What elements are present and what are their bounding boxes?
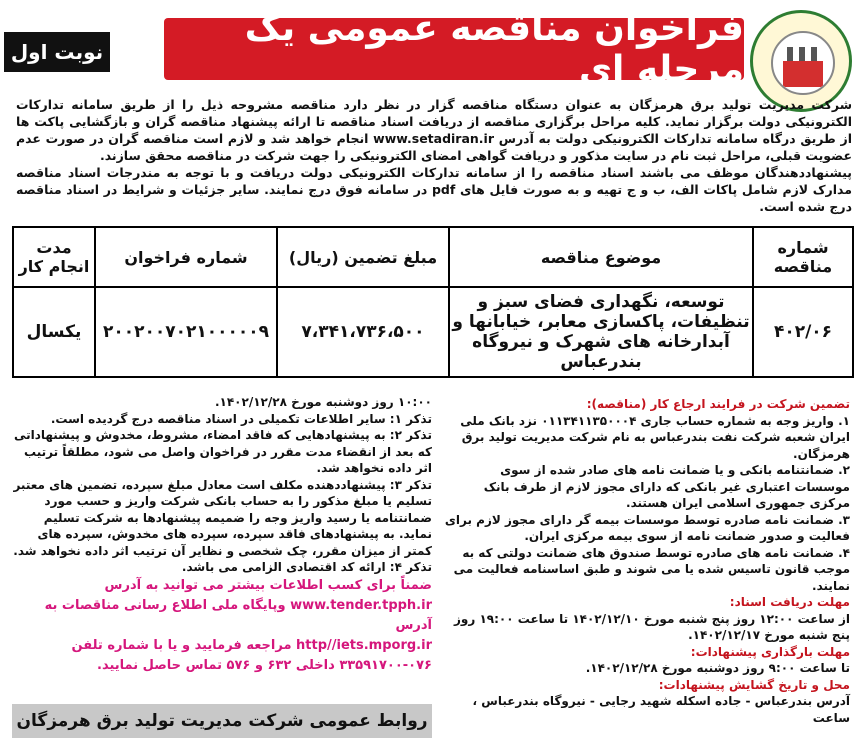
cell-duration: یکسال [13,287,95,377]
cell-guarantee-amount: ۷،۳۴۱،۷۳۶،۵۰۰ [277,287,449,377]
cell-call-number: ۲۰۰۲۰۰۷۰۲۱۰۰۰۰۰۹ [95,287,277,377]
header [4,4,862,90]
contact-phone: ۳۳۵۹۱۷۰۰-۰۷۶ داخلی ۶۳۲ و ۵۷۶ تماس حاصل نمایید. [97,657,432,673]
header-call-number: شماره فراخوان [95,227,277,287]
contact-line: ضمناً برای کسب اطلاعات بیشتر می توانید به آدرس [104,577,432,593]
cell-tender-number: ۴۰۲/۰۶ [753,287,853,377]
note-item: تذکر ۳: پیشنهاددهنده مکلف است معادل مبلغ سپرده، تضمین های معتبر تسلیم یا مبلغ مذکور را به حساب بانکی شرکت واریز و حسب مورد ضمانتنامه یا رسید واریز وجه را ضمیمه پیشنهادها به شرکت تسلیم نماید. به پیشنهادهای فاقد سپرده، سپرده های مخدوش، سپرده های کمتر از میزان مقرر، چک شخصی و نظایر آن ترتیب اثر داده نخواهد شد. [13,477,432,558]
notice-title: فراخوان مناقصه عمومی یک مرحله ای [164,18,744,80]
tender-notice [4,4,862,743]
receipt-deadline-title: مهلت دریافت اسناد: [729,595,850,609]
upload-deadline-text: تا ساعت ۹:۰۰ روز دوشنبه مورخ ۱۴۰۲/۱۲/۲۸. [585,661,850,675]
footer-publisher: روابط عمومی شرکت مدیریت تولید برق هرمزگان [12,704,432,738]
note-item: تذکر ۲: به پیشنهادهایی که فاقد امضاء، مشروط، مخدوش و پیشنهاداتی که بعد از انقضاء مدت مقرر در فراخوان واصل می شود، مطلقاً ترتیب اثر داده نخواهد شد. [13,428,432,475]
guarantee-item: ۴. ضمانت نامه های صادره توسط صندوق های ضمانت دولتی که به موجب قانون تاسیس شده یا می شوند و طبق اساسنامه فعالیت می نمایند. [453,545,850,593]
opening-time: ۱۰:۰۰ روز دوشنبه مورخ ۱۴۰۲/۱۲/۲۸. [214,395,432,409]
header-duration: مدت انجام کار [13,227,95,287]
note-item: تذکر ۱: سایر اطلاعات تکمیلی در اسناد مناقصه درج گردیده است. [50,411,432,426]
receipt-deadline-text: از ساعت ۱۲:۰۰ روز پنج شنبه مورخ ۱۴۰۲/۱۲/۱۰ تا ساعت ۱۹:۰۰ روز پنج شنبه مورخ ۱۴۰۲/۱۲/۱۷. [454,611,850,642]
table-header-row [13,227,853,287]
intro-text [16,96,852,215]
contact-link-tender[interactable]: www.tender.tpph.ir وپایگاه ملی اطلاع رسانی مناقصات به آدرس [44,597,432,633]
note-item: تذکر ۴: ارائه کد اقتصادی الزامی می باشد. [181,560,432,574]
round-badge: نوبت اول [4,32,110,72]
power-plant-icon [771,31,835,95]
guarantee-item: ۱. واریز وجه به شماره حساب جاری ۰۱۱۳۴۱۱۳۵۰۰۰۴ نزد بانک ملی ایران شعبه شرکت نفت بندرعباس به نام شرکت مدیریت تولید برق هرمزگان. [460,413,850,461]
guarantee-item: ۳. ضمانت نامه صادره توسط موسسات بیمه گر دارای مجوز لازم برای فعالیت و صدور ضمانت نامه از سوی بیمه مرکزی ایران. [444,512,850,543]
header-guarantee-amount: مبلغ تضمین (ریال) [277,227,449,287]
tender-table [12,226,854,378]
table-row [13,287,853,377]
guarantee-item: ۲. ضمانتنامه بانکی و یا ضمانت نامه های صادر شده از سوی موسسات اعتباری غیر بانکی که دارای مجوز لازم از طرف بانک مرکزی جمهوری اسلامی ایران هستند. [483,463,850,510]
header-subject: موضوع مناقصه [449,227,753,287]
conditions-column [442,396,850,726]
header-tender-number: شماره مناقصه [753,227,853,287]
opening-title: محل و تاریخ گشایش پیشنهادات: [658,677,850,692]
cell-subject: توسعه، نگهداری فضای سبز و تنظیفات، پاکسازی معابر، خیابانها و آبدارخانه های شهرک و نیروگاه بندرعباس [449,287,753,377]
upload-deadline-title: مهلت بارگذاری پیشنهادات: [690,644,850,659]
opening-text: آدرس بندرعباس - جاده اسکله شهید رجایی - نیروگاه بندرعباس ، ساعت [472,694,850,725]
intro-paragraph: پیشنهاددهندگان موظف می باشند اسناد مناقصه را از سامانه تدارکات الکترونیکی دولت دریافت و با توجه به مندرجات اسناد مناقصه مدارک لازم شامل پاکات الف، ب و ج تهیه و به صورت فایل های pdf در سامانه فوق درج نمایند. سایر جزئیات و شرایط در اسناد مناقصه درج شده است. [16,165,852,214]
guarantee-title: تضمین شرکت در فرایند ارجاع کار (مناقصه): [586,397,850,411]
contact-link-iets[interactable]: http//iets.mporg.ir مراجعه فرمایید و یا با شماره تلفن [71,637,432,653]
intro-paragraph: شرکت مدیریت تولید برق هرمزگان به عنوان دستگاه مناقصه گزار در نظر دارد مناقصه مشروحه ذیل را از طریق سامانه تدارکات الکترونیکی دولت برگزار نماید. کلیه مراحل برگزاری مناقصه از دریافت اسناد مناقصه تا ارائه پیشنهاد مناقصه گران و بازگشایی پاکت ها از طریق درگاه سامانه تدارکات الکترونیکی دولت به آدرس www.setadiran.ir انجام خواهد شد و لازم است مناقصه گران در صورت عدم عضویت قبلی، مراحل ثبت نام در سایت مذکور و دریافت گواهی امضای الکترونیکی را جهت شرکت در مناقصه محقق سازند. [16,97,853,163]
notes-column [12,394,432,676]
